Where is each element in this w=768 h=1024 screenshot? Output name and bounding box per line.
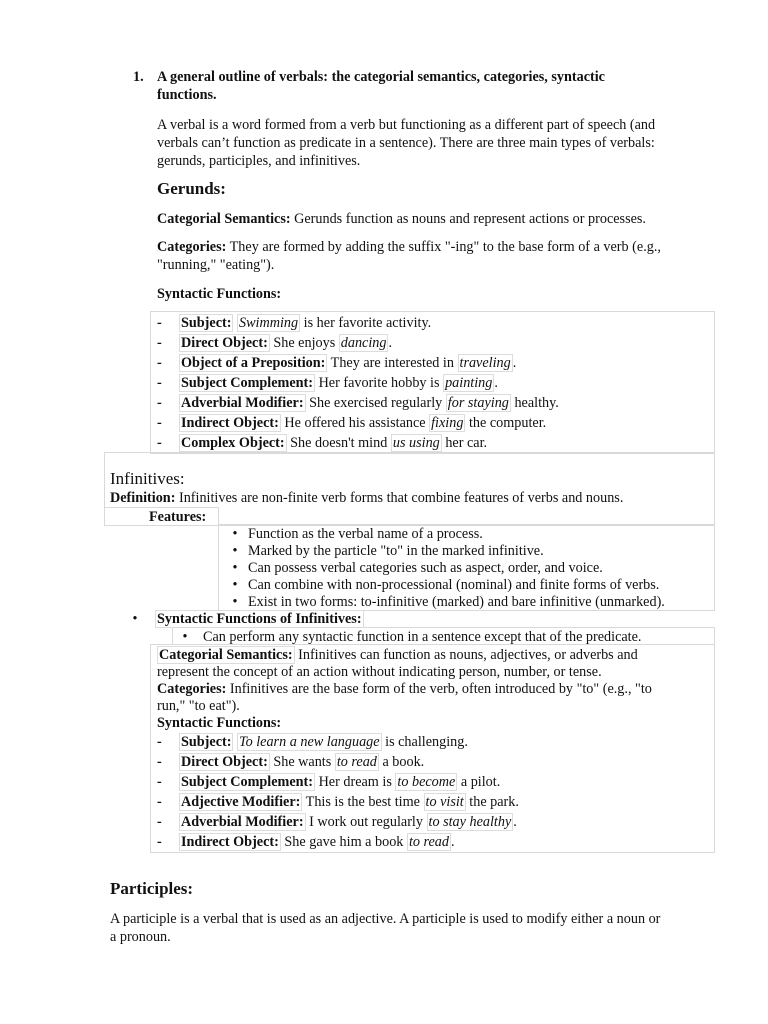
gerunds-categories-label: Categories: bbox=[157, 239, 227, 255]
list-item bbox=[157, 374, 498, 392]
function-label: Adverbial Modifier: bbox=[181, 395, 304, 411]
feature-item bbox=[222, 542, 544, 560]
function-label: Adjective Modifier: bbox=[181, 794, 301, 810]
function-label: Indirect Object: bbox=[181, 834, 279, 850]
dash-bullet: - bbox=[157, 834, 162, 850]
feature-text: Exist in two forms: to-infinitive (marked) and bare infinitive (unmarked). bbox=[248, 594, 665, 610]
syntactic-functions-infinitives-label: Syntactic Functions of Infinitives: bbox=[157, 611, 362, 627]
example-verbal: Swimming bbox=[239, 315, 299, 331]
intro-line-3: gerunds, participles, and infinitives. bbox=[157, 153, 361, 169]
example-text: She exercised regularly bbox=[305, 395, 446, 411]
infinitives-categories-label: Categories: bbox=[157, 681, 227, 697]
example-text: her car. bbox=[441, 435, 488, 451]
infinitives-semantics bbox=[157, 646, 638, 664]
example-verbal: to read bbox=[336, 754, 377, 770]
bullet-icon: • bbox=[232, 594, 238, 610]
dash-bullet: - bbox=[157, 435, 162, 451]
example-verbal: painting bbox=[445, 375, 493, 391]
list-item bbox=[157, 354, 516, 372]
gerunds-semantics bbox=[157, 210, 646, 228]
bullet-icon: • bbox=[182, 629, 188, 645]
example-text: They are interested in bbox=[327, 355, 458, 371]
function-label: Subject Complement: bbox=[181, 774, 314, 790]
bullet-icon: • bbox=[232, 543, 238, 559]
list-item bbox=[157, 314, 431, 332]
example-verbal: us using bbox=[392, 435, 440, 451]
infinitives-semantics-label: Categorial Semantics: bbox=[159, 647, 293, 663]
example-text: She doesn't mind bbox=[286, 435, 391, 451]
example-verbal: To learn a new language bbox=[239, 734, 380, 750]
feature-item bbox=[222, 525, 483, 543]
intro-line-2: verbals can’t function as predicate in a sentence). There are three main types of verbals: bbox=[157, 135, 655, 151]
section-heading-line1: A general outline of verbals: the categorial semantics, categories, syntactic bbox=[157, 69, 605, 85]
bullet-icon: • bbox=[132, 611, 138, 627]
example-verbal: to stay healthy bbox=[428, 814, 512, 830]
function-label: Complex Object: bbox=[181, 435, 285, 451]
dash-bullet: - bbox=[157, 794, 162, 810]
dash-bullet: - bbox=[157, 335, 162, 351]
example-verbal: fixing bbox=[431, 415, 464, 431]
definition-label: Definition: bbox=[110, 490, 176, 506]
list-item bbox=[157, 753, 424, 771]
function-label: Subject: bbox=[181, 315, 232, 331]
example-text: She gave him a book bbox=[280, 834, 407, 850]
example-text: is her favorite activity. bbox=[300, 315, 432, 331]
example-text: Her favorite hobby is bbox=[315, 375, 444, 391]
infinitives-title: Infinitives: bbox=[110, 469, 185, 488]
example-text: the park. bbox=[465, 794, 519, 810]
example-text: is challenging. bbox=[381, 734, 468, 750]
example-text: Her dream is bbox=[315, 774, 396, 790]
feature-item bbox=[222, 576, 659, 594]
function-label: Indirect Object: bbox=[181, 415, 279, 431]
dash-bullet: - bbox=[157, 315, 162, 331]
participles-line-2: a pronoun. bbox=[110, 929, 171, 945]
dash-bullet: - bbox=[157, 814, 162, 830]
example-text: She enjoys bbox=[269, 335, 339, 351]
list-item bbox=[157, 434, 487, 452]
function-label: Direct Object: bbox=[181, 754, 268, 770]
function-label: Object of a Preposition: bbox=[181, 355, 326, 371]
function-label: Subject: bbox=[181, 734, 232, 750]
features-label: Features: bbox=[149, 509, 207, 525]
example-verbal: to visit bbox=[425, 794, 464, 810]
dash-bullet: - bbox=[157, 395, 162, 411]
feature-text: Marked by the particle "to" in the marked infinitive. bbox=[248, 543, 544, 559]
list-item bbox=[157, 414, 546, 432]
feature-text: Can combine with non-processional (nominal) and finite forms of verbs. bbox=[248, 577, 660, 593]
example-text: the computer. bbox=[465, 415, 547, 431]
list-item bbox=[157, 793, 519, 811]
dash-bullet: - bbox=[157, 774, 162, 790]
definition-text: Infinitives are non-finite verb forms that combine features of verbs and nouns. bbox=[175, 490, 624, 506]
example-verbal: dancing bbox=[340, 335, 387, 351]
intro-line-1: A verbal is a word formed from a verb but functioning as a different part of speech (and bbox=[157, 117, 656, 133]
example-text: a pilot. bbox=[457, 774, 501, 790]
section-heading-line2: functions. bbox=[157, 87, 217, 103]
feature-item bbox=[222, 593, 665, 611]
dash-bullet: - bbox=[157, 415, 162, 431]
list-item bbox=[157, 394, 559, 412]
feature-text: Function as the verbal name of a process. bbox=[248, 526, 483, 542]
example-verbal: to become bbox=[397, 774, 456, 790]
infinitives-categories-text: Infinitives are the base form of the verb, often introduced by "to" (e.g., "to bbox=[226, 681, 652, 697]
dash-bullet: - bbox=[157, 355, 162, 371]
list-item bbox=[157, 813, 517, 831]
bullet-icon: • bbox=[232, 577, 238, 593]
infinitives-semantics-text: Infinitives can function as nouns, adjectives, or adverbs and bbox=[294, 647, 638, 663]
infinitives-semantics-line2: represent the concept of an action without indicating person, number, or tense. bbox=[157, 664, 602, 680]
gerunds-semantics-text: Gerunds function as nouns and represent actions or processes. bbox=[290, 211, 646, 227]
infinitives-categories bbox=[157, 680, 652, 698]
example-verbal: traveling bbox=[459, 355, 511, 371]
infinitives-categories-line2: run," "to eat"). bbox=[157, 698, 240, 714]
list-item bbox=[157, 833, 455, 851]
example-text: . bbox=[388, 335, 393, 351]
example-verbal: for staying bbox=[447, 395, 509, 411]
list-item bbox=[157, 733, 468, 751]
gerunds-semantics-label: Categorial Semantics: bbox=[157, 211, 291, 227]
participles-title: Participles: bbox=[110, 879, 194, 898]
example-text: . bbox=[513, 814, 517, 830]
example-text: She wants bbox=[269, 754, 335, 770]
example-text: . bbox=[451, 834, 455, 850]
synfunc-item: Can perform any syntactic function in a sentence except that of the predicate. bbox=[203, 629, 642, 645]
dash-bullet: - bbox=[157, 375, 162, 391]
list-item bbox=[157, 773, 500, 791]
infinitives-syntactic-label: Syntactic Functions: bbox=[157, 715, 282, 731]
gerunds-syntactic-label: Syntactic Functions: bbox=[157, 286, 282, 302]
gerunds-categories-line2: "running," "eating"). bbox=[157, 257, 275, 273]
example-verbal: to read bbox=[408, 834, 449, 850]
example-text: I work out regularly bbox=[305, 814, 427, 830]
example-text: This is the best time bbox=[302, 794, 424, 810]
feature-item bbox=[222, 559, 603, 577]
example-text: . bbox=[494, 375, 498, 391]
dash-bullet: - bbox=[157, 754, 162, 770]
gerunds-categories-text: They are formed by adding the suffix "-ing" to the base form of a verb (e.g., bbox=[226, 239, 661, 255]
example-text: . bbox=[512, 355, 517, 371]
function-label: Adverbial Modifier: bbox=[181, 814, 304, 830]
function-label: Subject Complement: bbox=[181, 375, 314, 391]
participles-line-1: A participle is a verbal that is used as an adjective. A participle is used to modify either a noun or bbox=[110, 911, 661, 927]
function-label: Direct Object: bbox=[181, 335, 268, 351]
bullet-icon: • bbox=[232, 526, 238, 542]
dash-bullet: - bbox=[157, 734, 162, 750]
gerunds-title: Gerunds: bbox=[157, 179, 226, 198]
bullet-icon: • bbox=[232, 560, 238, 576]
example-text: a book. bbox=[378, 754, 425, 770]
infinitives-definition bbox=[110, 489, 623, 507]
gerunds-categories bbox=[157, 238, 661, 256]
example-text: healthy. bbox=[510, 395, 559, 411]
feature-text: Can possess verbal categories such as aspect, order, and voice. bbox=[248, 560, 603, 576]
example-text: He offered his assistance bbox=[280, 415, 430, 431]
list-item bbox=[157, 334, 392, 352]
list-number: 1. bbox=[133, 69, 144, 85]
